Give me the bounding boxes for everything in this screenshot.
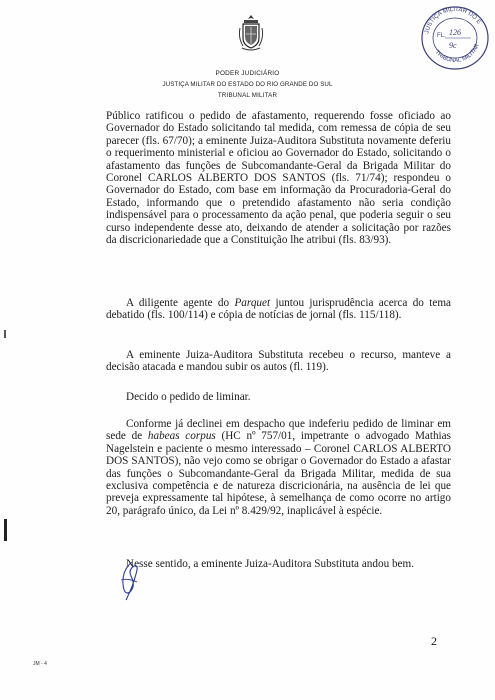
paragraph-1-text: Público ratificou o pedido de afastamento, requerendo fosse oficiado ao Governador do Estado solicitando tal medida, com remessa de cópia de seu parecer (fls. 67/70); a eminente Juiza-Auditora Substituta novamente deferiu o requerimento ministerial e oficiou ao Governador do Estado, solicitando o afastamento das funções de Subcomandante-Geral da Brigada Militar do Coronel CARLOS ALBERTO DOS SANTOS (fls. 71/74); respondeu o Governador do Estado, com base em informação da Procuradoria-Geral do Estado, informando que o pretendido afastamento não seria condição indispensável para o processamento da ação penal, que poderia seguir o seu curso independente desse ato, deixando de atender a solicitação por razões da discricionariedade que a Constituição lhe atribui (fls. 83/93). [106,110,451,247]
margin-mark-small [4,330,6,338]
paragraph-5-text-b: (HC nº 757/01, impetrante o advogado Mathias Nagelstein e paciente o mesmo interessado – Coronel CARLOS ALBERTO DOS SANTOS), não vejo como se obrigar o Governador do Estado a afastar das funções o Subcomandante-Geral da Brigada Militar, medida de sua exclusiva competência e de natureza discricionária, na ausência de lei que preveja expressamente tal hipótese, à semelhança de como ocorre no artigo 20, parágrafo único, da Lei nº 8.429/92, inaplicável à espécie. [106,430,451,517]
tribunal-stamp [419,4,491,72]
paragraph-2-text-a: A diligente agente do [126,297,235,309]
margin-mark [4,519,7,541]
paragraph-1 [106,110,451,246]
paragraph-3-text: A eminente Juiza-Auditora Substituta recebeu o recurso, manteve a decisão atacada e mandou subir os autos (fl. 119). [106,349,451,374]
habeas-corpus-term: habeas corpus [147,430,216,443]
paragraph-5 [106,418,451,517]
header-line-1: PODER JUDICIÁRIO [215,70,280,77]
paragraph-2 [106,297,451,322]
paragraph-4 [106,391,451,403]
coat-of-arms-icon [238,14,264,52]
header-line-3: TRIBUNAL MILITAR [217,92,278,99]
paragraph-6-text: Nesse sentido, a eminente Juiza-Auditora Substituta andou bem. [126,558,415,570]
stamp-bottom-text: TRIBUNAL MILITAR [433,43,481,65]
stamp-field-label: FL. [437,33,446,39]
paragraph-4-text: Decido o pedido de liminar. [126,391,251,403]
paragraph-6 [106,558,451,570]
paragraph-5-text-a: Conforme já declinei em despacho que indeferiu pedido de liminar em sede de [106,418,451,443]
paragraph-3 [106,349,451,374]
stamp-initials: 9c [449,41,457,50]
page-number: 2 [431,634,437,648]
header-line-2: JUSTIÇA MILITAR DO ESTADO DO RIO GRANDE DO SUL [162,81,333,88]
handwritten-signature [116,560,142,604]
parquet-term: Parquet [234,297,271,309]
stamp-top-text: JUSTIÇA MILITAR DO E [424,6,482,35]
footer-code: JM - 4 [33,661,47,667]
stamp-field-value: 126 [449,28,461,37]
paragraph-2-text-b: juntou jurisprudência acerca do tema debatido (fls. 100/114) e cópia de notícias de jornal (fls. 115/118). [106,297,451,322]
